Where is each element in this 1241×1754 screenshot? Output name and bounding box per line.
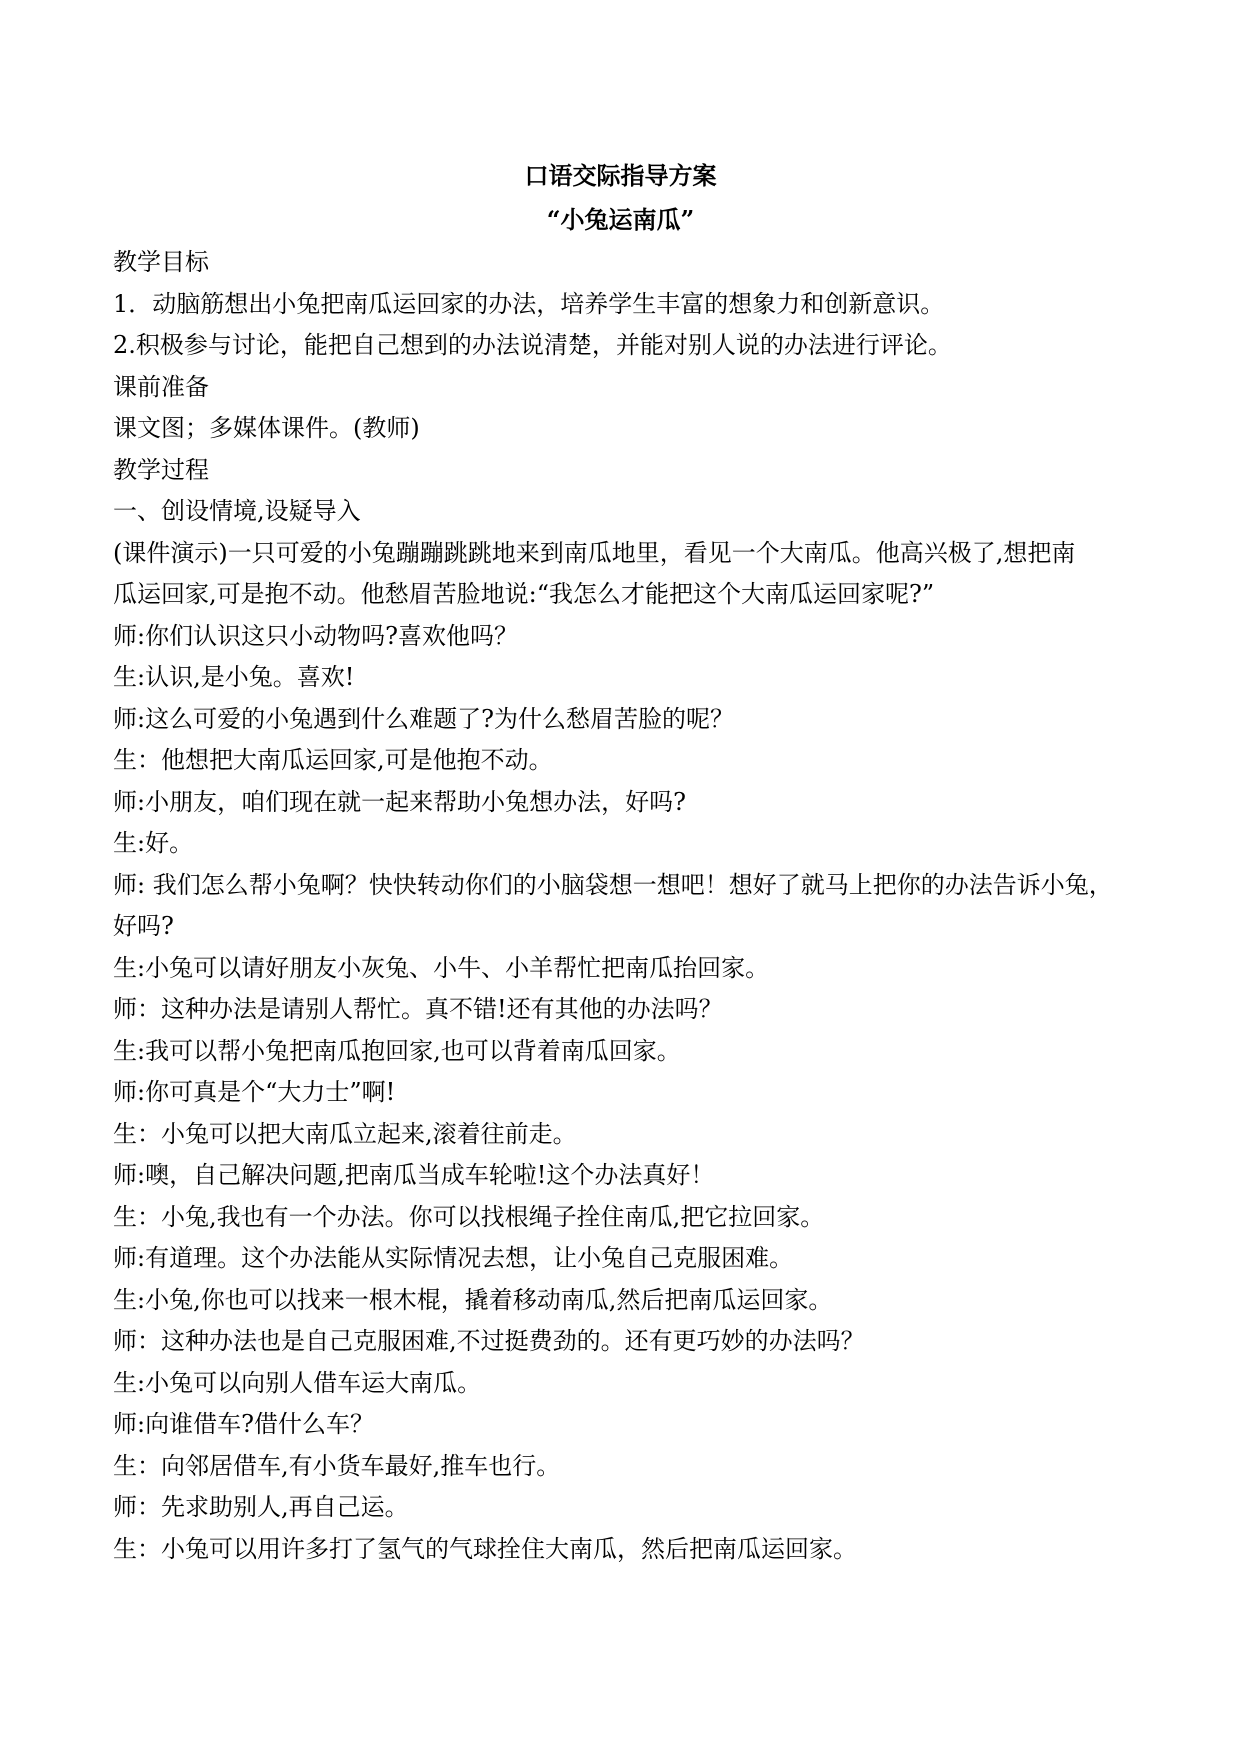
dialogue-line: 师:你们认识这只小动物吗?喜欢他吗？: [113, 622, 518, 650]
dialogue-line: 师:小朋友，咱们现在就一起来帮助小兔想办法，好吗?: [113, 788, 686, 816]
dialogue-line: 师:这么可爱的小兔遇到什么难题了?为什么愁眉苦脸的呢？: [113, 705, 734, 733]
paragraph: 1．动脑筋想出小兔把南瓜运回家的办法，培养学生丰富的想象力和创新意识。: [113, 290, 945, 318]
section-heading: 课前准备: [113, 373, 209, 401]
dialogue-line: 生：小兔可以把大南瓜立起来,滚着往前走。: [113, 1120, 577, 1148]
dialogue-line: 师:你可真是个“大力士”啊!: [113, 1078, 396, 1106]
dialogue-line: 师:向谁借车?借什么车？: [113, 1410, 374, 1438]
dialogue-line: 生:我可以帮小兔把南瓜抱回家,也可以背着南瓜回家。: [113, 1037, 681, 1065]
paragraph: 2.积极参与讨论，能把自己想到的办法说清楚，并能对别人说的办法进行评论。: [113, 331, 952, 359]
dialogue-line: 生：向邻居借车,有小货车最好,推车也行。: [113, 1452, 561, 1480]
dialogue-line: 生:小兔可以请好朋友小灰兔、小牛、小羊帮忙把南瓜抬回家。: [113, 954, 770, 982]
dialogue-line: 师：这种办法也是自己克服困难,不过挺费劲的。还有更巧妙的办法吗？: [113, 1327, 865, 1355]
dialogue-line: 生：他想把大南瓜运回家,可是他抱不动。: [113, 746, 553, 774]
dialogue-line: 师: 我们怎么帮小兔啊？快快转动你们的小脑袋想一想吧！想好了就马上把你的办法告诉小兔，: [113, 871, 1113, 899]
paragraph: (课件演示)一只可爱的小兔蹦蹦跳跳地来到南瓜地里，看见一个大南瓜。他高兴极了,想把南: [113, 539, 1076, 567]
dialogue-line: 生:认识,是小兔。喜欢!: [113, 663, 355, 691]
dialogue-line: 师:噢，自己解决问题,把南瓜当成车轮啦!这个办法真好！: [113, 1161, 715, 1189]
dialogue-line: 好吗?: [113, 912, 174, 940]
dialogue-line: 师：这种办法是请别人帮忙。真不错!还有其他的办法吗？: [113, 995, 723, 1023]
section-heading: 一、创设情境,设疑导入: [113, 497, 361, 525]
dialogue-line: 生:好。: [113, 829, 194, 857]
dialogue-line: 生：小兔,我也有一个办法。你可以找根绳子拴住南瓜,把它拉回家。: [113, 1203, 825, 1231]
section-heading: 教学过程: [113, 456, 209, 484]
dialogue-line: 生：小兔可以用许多打了氢气的气球拴住大南瓜，然后把南瓜运回家。: [113, 1535, 857, 1563]
paragraph: 瓜运回家,可是抱不动。他愁眉苦脸地说:“我怎么才能把这个大南瓜运回家呢?”: [113, 580, 935, 608]
section-heading: 教学目标: [113, 248, 209, 276]
dialogue-line: 生:小兔,你也可以找来一根木棍，撬着移动南瓜,然后把南瓜运回家。: [113, 1286, 833, 1314]
dialogue-line: 师：先求助别人,再自己运。: [113, 1493, 409, 1521]
document-subtitle: “小兔运南瓜”: [546, 205, 695, 234]
document-title: 口语交际指导方案: [524, 161, 717, 190]
dialogue-line: 生:小兔可以向别人借车运大南瓜。: [113, 1369, 482, 1397]
dialogue-line: 师:有道理。这个办法能从实际情况去想，让小兔自己克服困难。: [113, 1244, 794, 1272]
paragraph: 课文图；多媒体课件。(教师): [113, 414, 420, 442]
